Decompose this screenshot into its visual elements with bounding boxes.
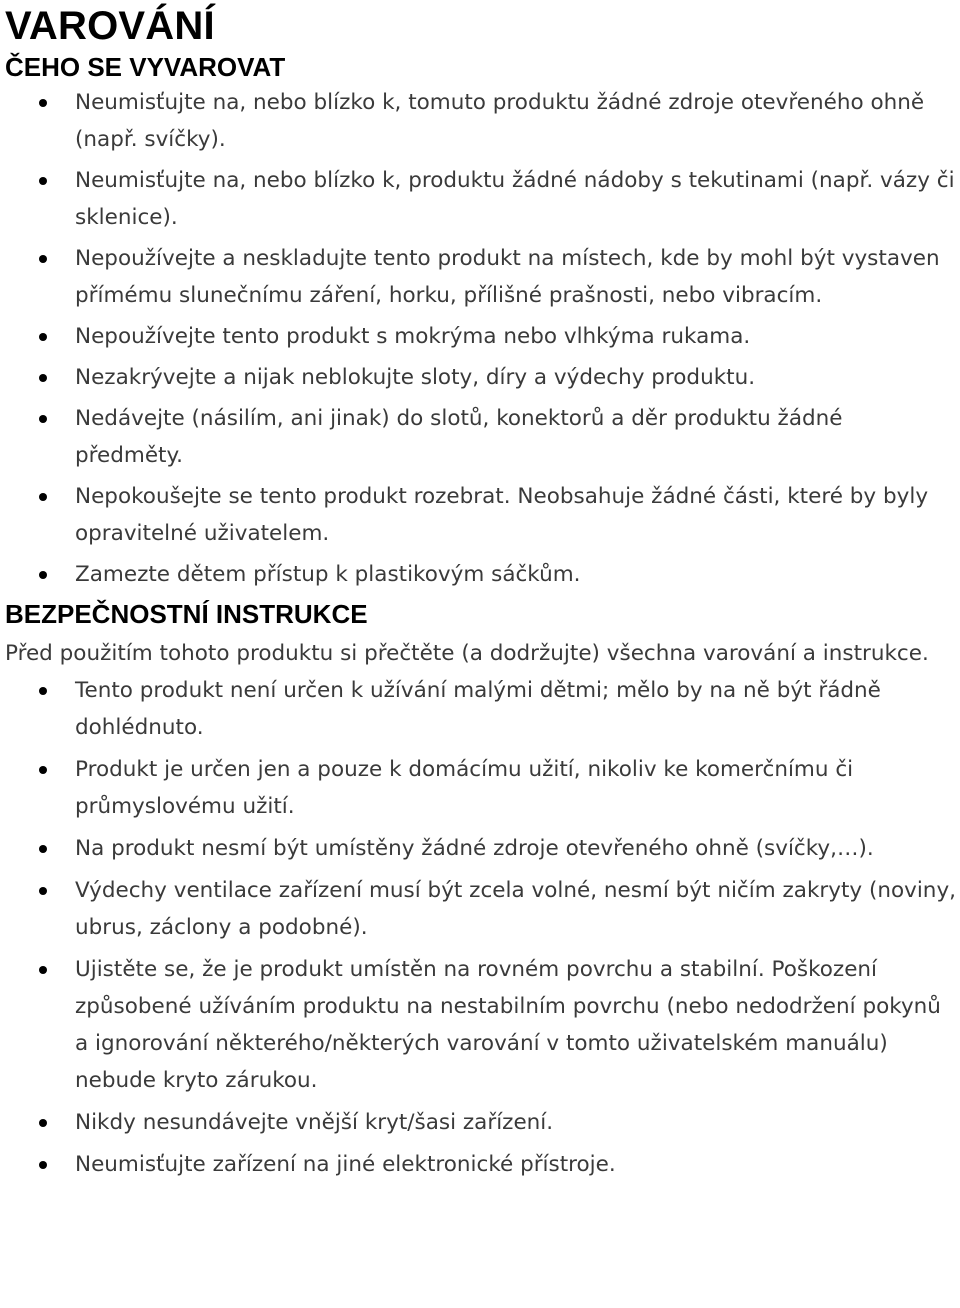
list-item xyxy=(5,1146,957,1183)
bullet-icon xyxy=(39,177,47,185)
list-item xyxy=(5,872,957,946)
avoid-list xyxy=(5,84,957,593)
bullet-icon xyxy=(39,766,47,774)
list-item xyxy=(5,359,957,396)
bullet-icon xyxy=(39,687,47,695)
list-item-text: Produkt je určen jen a pouze k domácímu užití, nikoliv ke komerčnímu či průmyslovému užití. xyxy=(75,757,854,819)
list-item-text: Na produkt nesmí být umístěny žádné zdroje otevřeného ohně (svíčky,…). xyxy=(75,836,874,861)
bullet-icon xyxy=(39,415,47,423)
bullet-icon xyxy=(39,966,47,974)
document-page xyxy=(5,0,957,1188)
list-item xyxy=(5,318,957,355)
list-item-text: Neumisťujte na, nebo blízko k, tomuto produktu žádné zdroje otevřeného ohně (např. svíčky). xyxy=(75,90,925,152)
safety-list xyxy=(5,672,957,1183)
bullet-icon xyxy=(39,333,47,341)
page-title: VAROVÁNÍ xyxy=(5,4,215,48)
list-item xyxy=(5,84,957,158)
list-item xyxy=(5,400,957,474)
list-item xyxy=(5,240,957,314)
list-item-text: Zamezte dětem přístup k plastikovým sáčkům. xyxy=(75,562,581,587)
list-item-text: Neumisťujte na, nebo blízko k, produktu žádné nádoby s tekutinami (např. vázy či sklenice). xyxy=(75,168,955,230)
list-item-text: Nepoužívejte a neskladujte tento produkt na místech, kde by mohl být vystaven přímému slunečnímu záření, horku, přílišné prašnosti, nebo vibracím. xyxy=(75,246,940,308)
bullet-icon xyxy=(39,255,47,263)
section-heading-avoid: ČEHO SE VYVAROVAT xyxy=(5,52,286,82)
list-item-text: Tento produkt není určen k užívání malými dětmi; mělo by na ně být řádně dohlédnuto. xyxy=(75,678,881,740)
list-item-text: Výdechy ventilace zařízení musí být zcela volné, nesmí být ničím zakryty (noviny, ubrus, záclony a podobné). xyxy=(75,878,956,940)
bullet-icon xyxy=(39,99,47,107)
list-item-text: Nedávejte (násilím, ani jinak) do slotů, konektorů a děr produktu žádné předměty. xyxy=(75,406,843,468)
section-heading-safety: BEZPEČNOSTNÍ INSTRUKCE xyxy=(5,599,368,629)
list-item-text: Nikdy nesundávejte vnější kryt/šasi zařízení. xyxy=(75,1110,554,1135)
list-item-text: Nezakrývejte a nijak neblokujte sloty, díry a výdechy produktu. xyxy=(75,365,756,390)
list-item xyxy=(5,162,957,236)
list-item xyxy=(5,478,957,552)
list-item xyxy=(5,751,957,825)
list-item-text: Nepoužívejte tento produkt s mokrýma nebo vlhkýma rukama. xyxy=(75,324,751,349)
bullet-icon xyxy=(39,1161,47,1169)
bullet-icon xyxy=(39,1119,47,1127)
list-item-text: Nepokoušejte se tento produkt rozebrat. Neobsahuje žádné části, které by byly opravitelné uživatelem. xyxy=(75,484,929,546)
list-item-text: Neumisťujte zařízení na jiné elektronické přístroje. xyxy=(75,1152,616,1177)
list-item xyxy=(5,951,957,1099)
bullet-icon xyxy=(39,493,47,501)
list-item xyxy=(5,672,957,746)
list-item xyxy=(5,830,957,867)
list-item xyxy=(5,1104,957,1141)
bullet-icon xyxy=(39,571,47,579)
list-item-text: Ujistěte se, že je produkt umístěn na rovném povrchu a stabilní. Poškození způsobené užíváním produktu na nestabilním povrchu (nebo nedodržení pokynů a ignorování některého/některých varování v tomto uživatelském manuálu) nebude kryto zárukou. xyxy=(75,957,941,1093)
bullet-icon xyxy=(39,887,47,895)
bullet-icon xyxy=(39,845,47,853)
list-item xyxy=(5,556,957,593)
safety-intro-text: Před použitím tohoto produktu si přečtěte (a dodržujte) všechna varování a instrukce. xyxy=(5,641,929,666)
bullet-icon xyxy=(39,374,47,382)
